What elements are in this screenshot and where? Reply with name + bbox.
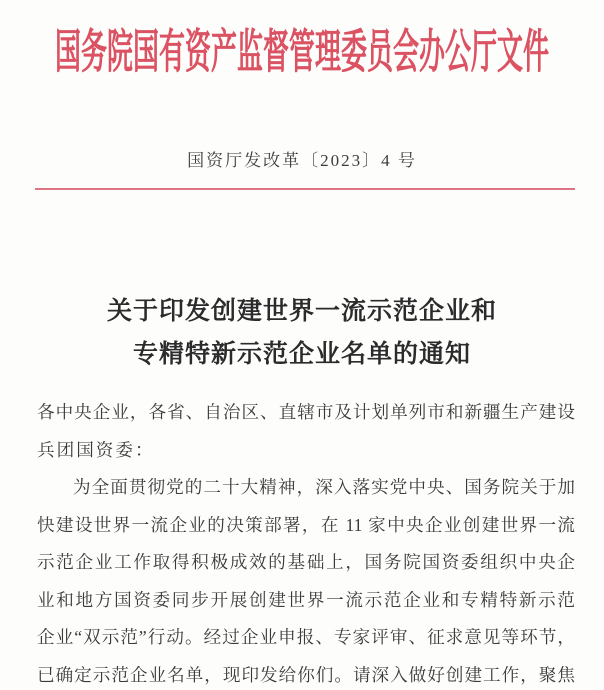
letterhead (0, 20, 604, 86)
body-line: 快建设世界一流企业的决策部署，在 11 家中央企业创建世界一流 (37, 514, 575, 535)
body-line: 为全面贯彻党的二十大精神，深入落实党中央、国务院关于加 (73, 477, 575, 497)
document-title (0, 290, 604, 376)
letterhead-title: 国务院国有资产监督管理委员会办公厅文件 (54, 26, 549, 79)
body-line: 已确定示范企业名单，现印发给你们。请深入做好创建工作，聚焦 (37, 664, 575, 685)
red-divider-line (35, 188, 575, 190)
document-title-line2: 专精特新示范企业名单的通知 (132, 341, 471, 368)
document-number: 国资厅发改革〔2023〕4 号 (187, 151, 417, 170)
body-line: 业和地方国资委同步开展创建世界一流示范企业和专精特新示范 (37, 589, 575, 610)
body-line: 企业“双示范”行动。经过企业申报、专家评审、征求意见等环节， (37, 627, 575, 647)
document-title-line1: 关于印发创建世界一流示范企业和 (106, 298, 497, 325)
body-line: 示范企业工作取得积极成效的基础上，国务院国资委组织中央企 (37, 552, 575, 572)
document-body (37, 394, 575, 690)
body-line-salutation: 各中央企业，各省、自治区、直辖市及计划单列市和新疆生产建设 (37, 402, 575, 422)
body-line-salutation-end: 兵团国资委： (37, 439, 155, 460)
